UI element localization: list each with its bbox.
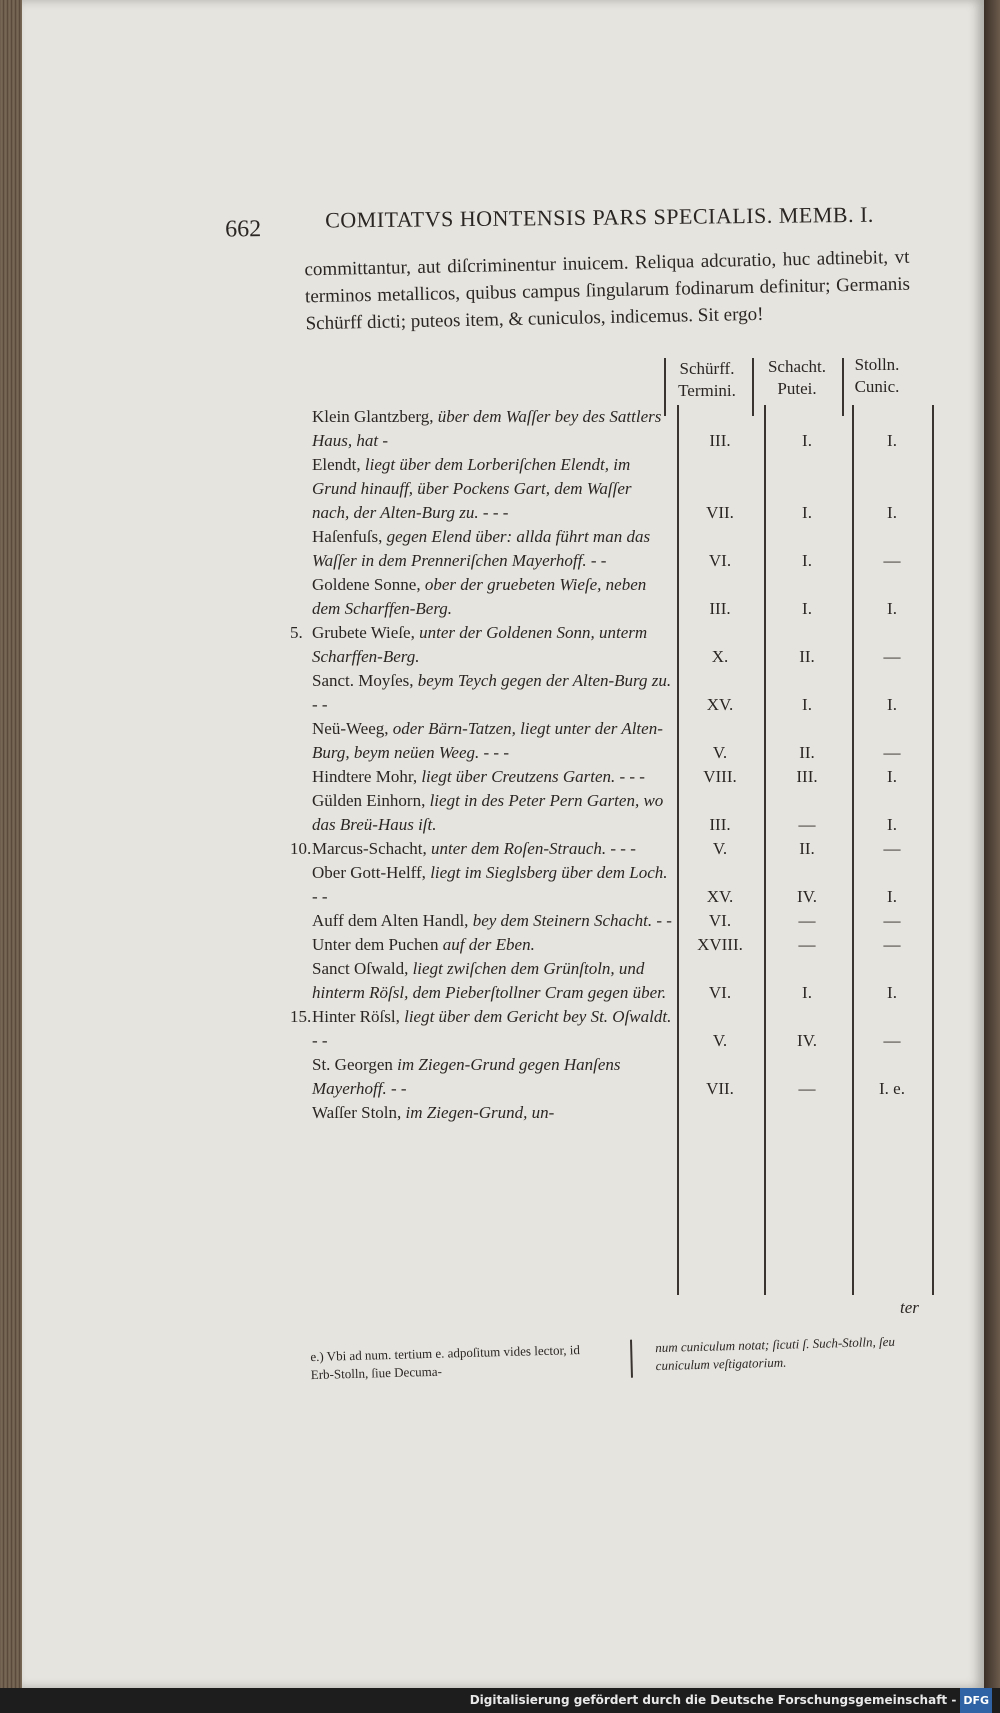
- mine-name: Ober Gott-Helff,: [312, 863, 426, 882]
- row-entry: [312, 669, 672, 717]
- mine-location: liegt zwiſchen dem Grünſtoln, und hinterm Röſsl, dem Pieberſtollner Cram gegen über.: [312, 959, 667, 1002]
- table-row: [312, 669, 932, 717]
- value-putei: IV.: [797, 1031, 817, 1050]
- value-putei: I.: [802, 599, 812, 618]
- value-cunic: —: [883, 935, 901, 954]
- table-row: [312, 933, 932, 957]
- column-header-line: Cunic.: [854, 377, 900, 396]
- row-number: 15.: [290, 1007, 312, 1026]
- mine-name: Hindtere Mohr,: [312, 767, 418, 786]
- mine-name: Goldene Sonne,: [312, 575, 421, 594]
- value-cunic: I.: [887, 815, 897, 834]
- page-shadow: [984, 0, 1000, 1688]
- mine-location: unter der Goldenen Sonn, unterm Scharffen-Berg.: [312, 623, 648, 666]
- column-header-line: Putei.: [777, 379, 817, 398]
- value-putei: I.: [802, 503, 812, 522]
- mine-name: Klein Glantzberg,: [312, 407, 434, 426]
- table-row: [312, 717, 932, 765]
- value-putei: I.: [802, 983, 812, 1002]
- row-entry: [312, 573, 672, 621]
- mine-location: liegt über Creutzens Garten. - - -: [421, 767, 645, 786]
- value-cunic: —: [883, 647, 901, 666]
- row-entry: [312, 909, 672, 933]
- row-entry: [312, 1101, 672, 1125]
- value-putei: II.: [799, 647, 815, 666]
- value-termini: VII.: [706, 503, 734, 522]
- value-putei: —: [798, 815, 816, 834]
- row-entry: [312, 1053, 672, 1101]
- mine-location: liegt über dem Gericht bey St. Oſwaldt. - -: [312, 1007, 672, 1050]
- mine-name: Sanct Oſwald,: [312, 959, 409, 978]
- value-termini: VI.: [708, 551, 732, 570]
- catchword: ter: [900, 1298, 919, 1317]
- row-entry: [312, 933, 672, 957]
- value-termini: X.: [711, 647, 729, 666]
- mine-name: Haſenfuſs,: [312, 527, 383, 546]
- column-rule: [852, 405, 854, 1295]
- row-entry: [290, 1005, 672, 1053]
- value-termini: VII.: [706, 1079, 734, 1098]
- value-cunic: —: [883, 911, 901, 930]
- table-row: [312, 525, 932, 573]
- book-edge: [0, 0, 22, 1713]
- row-number: 10.: [290, 839, 312, 858]
- column-rule: [932, 405, 934, 1295]
- footnote-right: num cuniculum notat; ſicuti ſ. Such-Stolln, ſeu cuniculum veſtigatorium.: [655, 1333, 896, 1374]
- mine-location: im Ziegen-Grund, un-: [405, 1103, 555, 1122]
- value-cunic: I.: [887, 599, 897, 618]
- table-row: [312, 1101, 932, 1125]
- column-rule: [764, 405, 766, 1295]
- value-putei: I.: [802, 551, 812, 570]
- mine-name: Gülden Einhorn,: [312, 791, 426, 810]
- column-header-putei: [756, 356, 838, 400]
- value-cunic: I. e.: [879, 1079, 905, 1098]
- footnote-left: e.) Vbi ad num. tertium e. adpoſitum vides lector, id Erb-Stolln, ſiue Decuma-: [310, 1342, 581, 1383]
- value-putei: IV.: [797, 887, 817, 906]
- value-cunic: I.: [887, 695, 897, 714]
- value-cunic: —: [883, 743, 901, 762]
- footer-bar: [0, 1688, 1000, 1713]
- mine-table: [290, 405, 932, 1125]
- mine-location: oder Bärn-Tatzen, liegt unter der Alten-Burg, beym neüen Weeg. - - -: [312, 719, 663, 762]
- table-row: [290, 621, 932, 669]
- value-putei: II.: [799, 743, 815, 762]
- mine-name: Neü-Weeg,: [312, 719, 389, 738]
- table-row: [312, 957, 932, 1005]
- table-row: [312, 1053, 932, 1101]
- value-putei: —: [798, 935, 816, 954]
- value-putei: II.: [799, 839, 815, 858]
- table-row: [290, 837, 932, 861]
- column-header-line: Termini.: [678, 381, 736, 400]
- value-termini: XV.: [706, 695, 734, 714]
- intro-paragraph: committantur, aut diſcriminentur inuicem. Reliqua adcuratio, huc adtinebit, vt terminos metallicos, quibus campus ſingularum fodinarum definitur; Germanis Schürff dicti; puteos item, & cuniculos, indicemus. Sit ergo!: [304, 246, 911, 335]
- mine-location: liegt über dem Lorberiſchen Elendt, im Grund hinauff, über Pockens Gart, dem Waſſer nach, der Alten-Burg zu. - - -: [312, 455, 632, 522]
- column-rule: [677, 405, 679, 1295]
- table-row: [312, 789, 932, 837]
- value-termini: V.: [712, 839, 728, 858]
- column-header-cunic: [846, 354, 908, 398]
- row-entry: [312, 789, 672, 837]
- value-cunic: —: [883, 1031, 901, 1050]
- value-termini: XV.: [706, 887, 734, 906]
- value-putei: —: [798, 911, 816, 930]
- footer-text: Digitalisierung gefördert durch die Deutsche Forschungsgemeinschaft -: [469, 1693, 957, 1707]
- value-putei: —: [798, 1079, 816, 1098]
- column-header-line: Schürff.: [679, 359, 735, 378]
- value-cunic: I.: [887, 887, 897, 906]
- value-termini: VI.: [708, 983, 732, 1002]
- table-row: [312, 573, 932, 621]
- row-entry: [312, 453, 672, 525]
- mine-location: auf der Eben.: [442, 935, 535, 954]
- mine-location: im Ziegen-Grund gegen Hanſens Mayerhoff. - -: [312, 1055, 621, 1098]
- value-termini: III.: [709, 599, 731, 618]
- row-entry: [290, 837, 672, 861]
- mine-name: Grubete Wieſe,: [312, 623, 415, 642]
- value-cunic: —: [883, 839, 901, 858]
- mine-location: ober der gruebeten Wieſe, neben dem Scharffen-Berg.: [312, 575, 647, 618]
- row-entry: [312, 525, 672, 573]
- table-row: [312, 453, 932, 525]
- row-entry: [312, 861, 672, 909]
- value-termini: VI.: [708, 911, 732, 930]
- table-row: [290, 1005, 932, 1053]
- mine-location: liegt im Sieglsberg über dem Loch. - -: [312, 863, 668, 906]
- table-row: [312, 765, 932, 789]
- value-putei: I.: [802, 695, 812, 714]
- mine-name: Auff dem Alten Handl,: [312, 911, 469, 930]
- mine-name: Hinter Röſsl,: [312, 1007, 400, 1026]
- mine-name: Waſſer Stoln,: [312, 1103, 402, 1122]
- mine-location: liegt in des Peter Pern Garten, wo das Breü-Haus iſt.: [312, 791, 664, 834]
- value-cunic: I.: [887, 503, 897, 522]
- mine-location: unter dem Roſen-Strauch. - - -: [430, 839, 636, 858]
- value-cunic: I.: [887, 983, 897, 1002]
- mine-location: bey dem Steinern Schacht. - -: [472, 911, 672, 930]
- row-entry: [312, 765, 672, 789]
- value-termini: III.: [709, 431, 731, 450]
- mine-location: gegen Elend über: allda führt man das Waſſer in dem Prenneriſchen Mayerhoff. - -: [312, 527, 651, 570]
- value-termini: V.: [712, 743, 728, 762]
- row-number: 5.: [290, 623, 303, 642]
- value-cunic: I.: [887, 767, 897, 786]
- table-row: [312, 861, 932, 909]
- value-cunic: I.: [887, 431, 897, 450]
- row-entry: [312, 717, 672, 765]
- mine-location: über dem Waſſer bey des Sattlers Haus, hat -: [312, 407, 662, 450]
- value-termini: V.: [712, 1031, 728, 1050]
- mine-name: Marcus-Schacht,: [312, 839, 427, 858]
- value-termini: VIII.: [703, 767, 737, 786]
- column-header-line: Stolln.: [854, 355, 900, 374]
- page-number: 662: [225, 216, 262, 243]
- dfg-logo: DFG: [960, 1688, 992, 1713]
- row-entry: [312, 957, 672, 1005]
- row-entry: [290, 621, 672, 669]
- value-putei: III.: [796, 767, 818, 786]
- value-termini: XVIII.: [697, 935, 743, 954]
- mine-location: beym Teych gegen der Alten-Burg zu. - -: [312, 671, 672, 714]
- row-entry: [312, 405, 672, 453]
- value-cunic: —: [883, 551, 901, 570]
- table-row: [312, 909, 932, 933]
- mine-name: Elendt,: [312, 455, 361, 474]
- mine-name: St. Georgen: [312, 1055, 393, 1074]
- column-header-termini: [668, 358, 746, 402]
- mine-name: Unter dem Puchen: [312, 935, 439, 954]
- value-termini: III.: [709, 815, 731, 834]
- column-header-line: Schacht.: [767, 357, 827, 376]
- value-putei: I.: [802, 431, 812, 450]
- running-title: COMITATVS HONTENSIS PARS SPECIALIS. MEMB. I.: [325, 201, 874, 233]
- table-row: [312, 405, 932, 453]
- mine-name: Sanct. Moyſes,: [312, 671, 414, 690]
